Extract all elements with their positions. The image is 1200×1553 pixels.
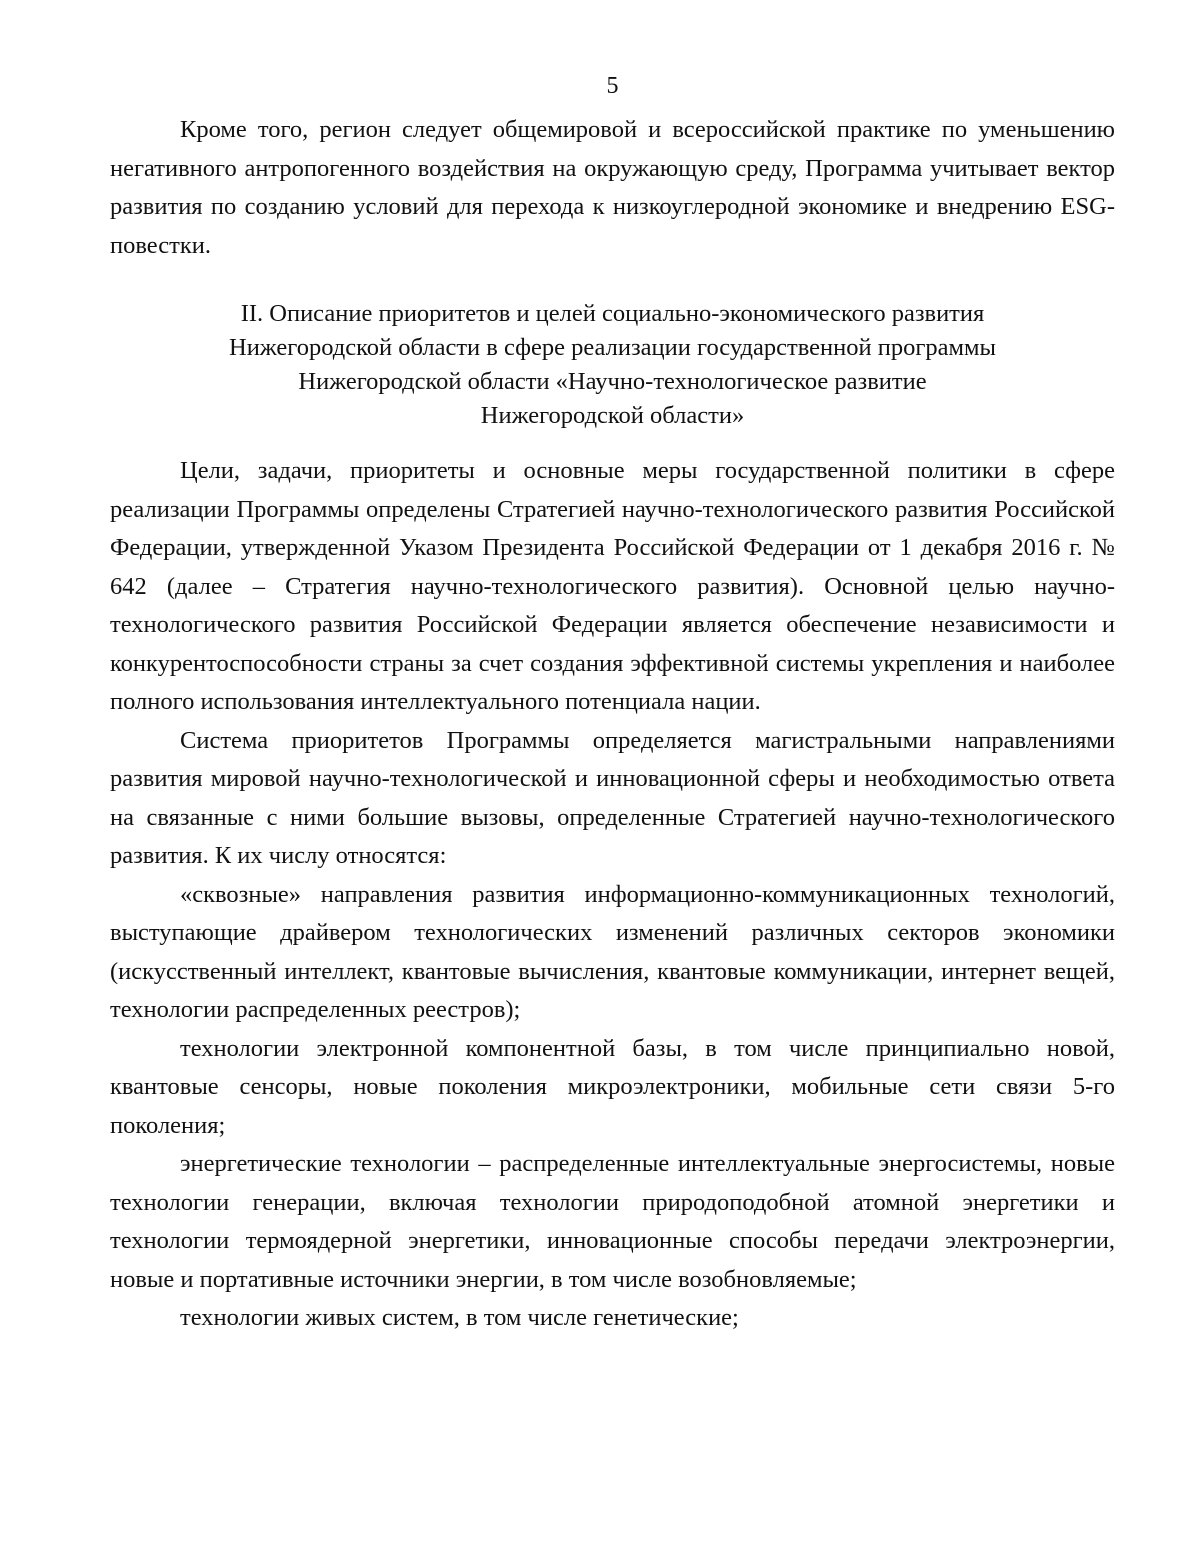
section-heading-line: Нижегородской области в сфере реализации государственной программы [229,334,996,361]
body-paragraph: Цели, задачи, приоритеты и основные меры государственной политики в сфере реализации Программы определены Стратегией научно-технологического развития Российской Федерации, утвержденной Указом Президента Российской Федерации от 1 декабря 2016 г. № 642 (далее – Стратегия научно-технологического развития). Основной целью научно-технологического развития Российской Федерации является обеспечение независимости и конкурентоспособности страны за счет создания эффективной системы укрепления и наиболее полного использования интеллектуального потенциала нации. [110,457,1115,715]
section-heading-line: II. Описание приоритетов и целей социально-экономического развития [240,300,985,327]
intro-paragraph: Кроме того, регион следует общемировой и всероссийской практике по уменьшению негативного антропогенного воздействия на окружающую среду, Программа учитывает вектор развития по созданию условий для перехода к низкоуглеродной экономике и внедрению ESG-повестки. [110,116,1115,259]
list-item: технологии живых систем, в том числе генетические; [180,1304,739,1331]
list-item: энергетические технологии – распределенные интеллектуальные энергосистемы, новые технологии генерации, включая технологии природоподобной атомной энергетики и технологии термоядерной энергетики, инновационные способы передачи электроэнергии, новые и портативные источники энергии, в том числе возобновляемые; [110,1150,1115,1293]
section-heading-line: Нижегородской области» [480,402,745,429]
section-heading-line: Нижегородской области «Научно-технологическое развитие [298,368,927,395]
intro-section [110,111,1115,265]
page-number: 5 [606,73,619,99]
body-paragraph: Система приоритетов Программы определяется магистральными направлениями развития мировой научно-технологической и инновационной сферы и необходимостью ответа на связанные с ними большие вызовы, определенные Стратегией научно-технологического развития. К их числу относятся: [110,726,1115,869]
list-item: «сквозные» направления развития информационно-коммуникационных технологий, выступающие драйвером технологических изменений различных секторов экономики (искусственный интеллект, квантовые вычисления, квантовые коммуникации, интернет вещей, технологии распределенных реестров); [110,880,1115,1023]
list-item: технологии электронной компонентной базы, в том числе принципиально новой, квантовые сенсоры, новые поколения микроэлектроники, мобильные сети связи 5-го поколения; [110,1034,1115,1139]
section-body [110,452,1115,1338]
section-heading [110,297,1115,433]
